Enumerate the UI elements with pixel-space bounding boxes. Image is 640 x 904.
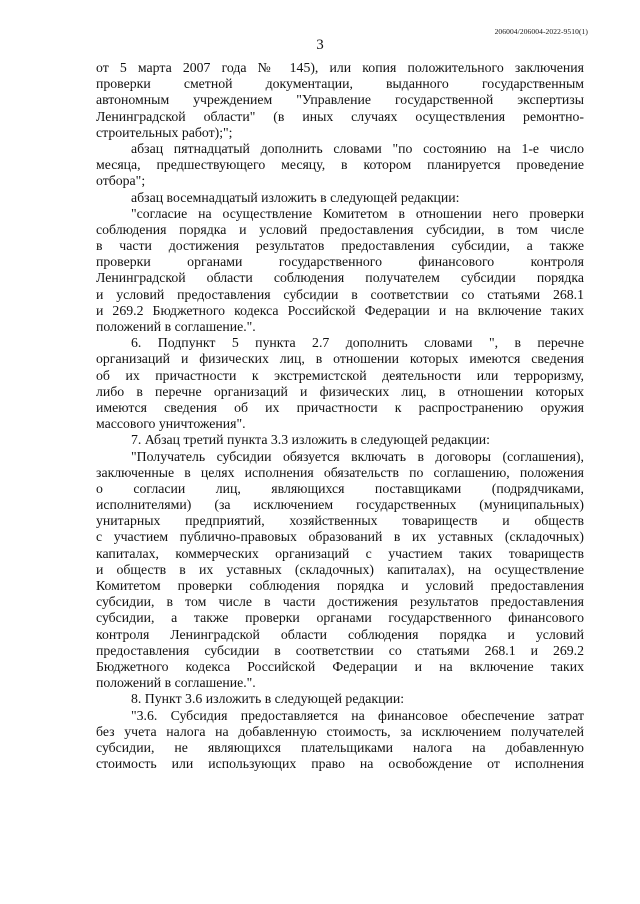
text-line: массового уничтожения". [96, 416, 246, 432]
text-line: проверки органами государственного финансового контроля [96, 254, 584, 270]
text-line: без учета налога на добавленную стоимость, за исключением получателей [96, 723, 584, 739]
text-line: об их причастности к экстремистской деятельности или терроризму, [96, 367, 584, 383]
text-line: либо в перечне организаций и физических лиц, в отношении которых [96, 383, 584, 399]
text-line: Бюджетного кодекса Российской Федерации и на включение таких [96, 658, 584, 674]
text-line: контроля Ленинградской области соблюдения порядка и условий [96, 626, 584, 642]
text-line: стоимость или использующих право на освобождение от исполнения [96, 756, 584, 772]
text-line: строительных работ);"; [96, 124, 233, 140]
text-line: в части достижения результатов предоставления субсидии, а также [96, 238, 584, 254]
text-line: 6. Подпункт 5 пункта 2.7 дополнить словами ", в перечне [131, 335, 584, 351]
text-line: соблюдения порядка и условий предоставления субсидии, в том числе [96, 221, 584, 237]
text-line: "Получатель субсидии обязуется включать в договоры (соглашения), [131, 448, 584, 464]
text-line: субсидии, не являющихся плательщиками налога на добавленную [96, 739, 584, 755]
text-line: 8. Пункт 3.6 изложить в следующей редакции: [131, 691, 405, 707]
text-line: с участием публично-правовых образований в их уставных (складочных) [96, 529, 584, 545]
text-line: субсидии, в том числе в части достижения результатов предоставления [96, 594, 584, 610]
document-body [96, 60, 584, 772]
page-number: 3 [316, 37, 324, 53]
text-line: 7. Абзац третий пункта 3.3 изложить в следующей редакции: [131, 432, 490, 448]
text-line: Ленинградской области соблюдения получателем субсидии порядка [96, 270, 584, 286]
text-line: положений в соглашение.". [96, 675, 256, 691]
text-line: "3.6. Субсидия предоставляется на финансовое обеспечение затрат [131, 707, 584, 723]
text-line: месяца, предшествующего месяцу, в котором планируется проведение [96, 157, 584, 173]
text-line: проверки сметной документации, выданного государственным [96, 76, 584, 92]
text-line: и обществ в их уставных (складочных) капиталах), на осуществление [96, 561, 584, 577]
text-line: абзац пятнадцатый дополнить словами "по состоянию на 1-е число [131, 140, 584, 156]
text-line: положений в соглашение.". [96, 319, 256, 334]
text-line: субсидии, а также проверки органами государственного финансового [96, 610, 584, 626]
text-line: организаций и физических лиц, в отношении которых имеются сведения [96, 351, 584, 367]
text-line: автономным учреждением "Управление государственной экспертизы [96, 92, 584, 108]
text-line: отбора"; [96, 173, 146, 189]
text-line: имеются сведения об их причастности к распространению оружия [96, 399, 584, 415]
text-line: заключенные в целях исполнения обязательств по соглашению, положения [96, 464, 584, 480]
text-line: абзац восемнадцатый изложить в следующей редакции: [131, 189, 460, 205]
text-line: и условий предоставления субсидии в соответствии со статьями 268.1 [96, 286, 584, 302]
document-id: 206004/206004-2022-9510(1) [494, 27, 588, 36]
text-line: и 269.2 Бюджетного кодекса Российской Федерации и на включение таких [96, 302, 584, 318]
text-line: унитарных предприятий, хозяйственных товариществ и обществ [96, 513, 584, 529]
text-line: "согласие на осуществление Комитетом в отношении него проверки [131, 205, 584, 221]
text-line: капиталах, коммерческих организаций с участием таких товариществ [96, 545, 584, 561]
text-line: от 5 марта 2007 года № 145), или копия положительного заключения [96, 60, 584, 75]
text-line: Ленинградской области" (в иных случаях осуществления ремонтно- [96, 108, 584, 124]
text-line: предоставления субсидии в соответствии со статьями 268.1 и 269.2 [96, 642, 584, 658]
text-line: исполнителями) (за исключением государственных (муниципальных) [96, 497, 584, 513]
text-line: о согласии лиц, являющихся поставщиками (подрядчиками, [96, 480, 584, 496]
text-line: Комитетом проверки соблюдения порядка и условий предоставления [96, 578, 584, 593]
